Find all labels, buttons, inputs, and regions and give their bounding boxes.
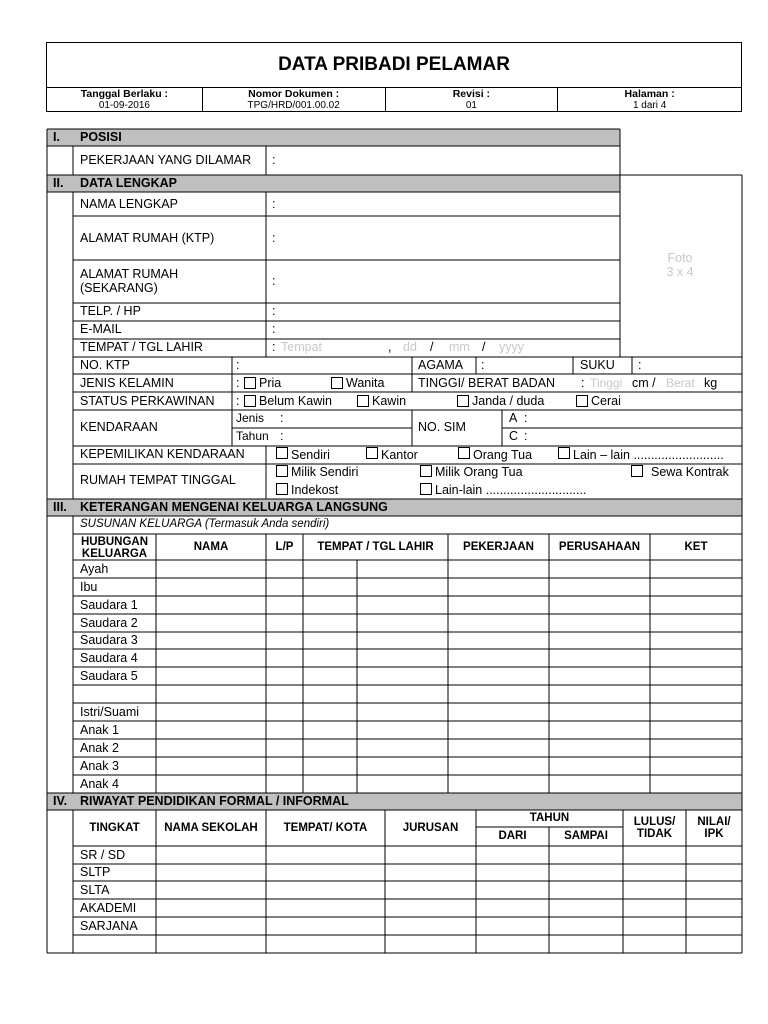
status-label: STATUS PERKAWINAN — [80, 394, 215, 408]
kantor-checkbox[interactable] — [366, 447, 378, 459]
nama-field[interactable]: : — [272, 197, 276, 211]
alamat-sekarang-label-1: ALAMAT RUMAH — [80, 267, 179, 281]
wanita-label: Wanita — [346, 376, 385, 390]
milik-orang-tua-checkbox[interactable] — [420, 465, 432, 477]
telp-label: TELP. / HP — [80, 304, 141, 318]
table-row: Istri/Suami — [80, 705, 140, 719]
ktp-field[interactable]: : — [236, 358, 240, 372]
alamat-sekarang-label-2: (SEKARANG) — [80, 281, 158, 295]
table-row: SR / SD — [80, 848, 126, 862]
lainlain-rumah-label: Lain-lain ............................. — [435, 483, 587, 497]
table-row: Saudara 3 — [80, 633, 138, 647]
tahun-field[interactable]: : — [280, 429, 284, 443]
janda-label: Janda / duda — [472, 394, 545, 408]
table-row: Saudara 1 — [80, 598, 138, 612]
jenis-field[interactable]: : — [280, 411, 284, 425]
col-nama: NAMA — [193, 541, 229, 553]
col-perusahaan: PERUSAHAAN — [558, 541, 641, 553]
table-row: SLTP — [80, 865, 111, 879]
col-tahun: TAHUN — [529, 812, 570, 824]
wanita-checkbox[interactable] — [331, 377, 343, 389]
tinggi-field[interactable]: Tinggi — [590, 376, 623, 390]
jenis-label: Jenis — [236, 411, 265, 425]
col-lp: L/P — [275, 541, 294, 553]
milik-sendiri-checkbox[interactable] — [276, 465, 288, 477]
kawin-checkbox[interactable] — [357, 395, 369, 407]
table-row: Anak 4 — [80, 777, 119, 791]
table-row: SARJANA — [80, 919, 138, 933]
no-sim-label: NO. SIM — [418, 420, 466, 434]
pria-label: Pria — [259, 376, 282, 390]
jenis-kelamin-colon: : — [236, 376, 240, 390]
email-label: E-MAIL — [80, 322, 122, 336]
lain-lain-kendaraan-label: Lain – lain .......................... — [573, 448, 724, 462]
table-row: Anak 1 — [80, 723, 119, 737]
indekost-checkbox[interactable] — [276, 483, 288, 495]
pekerjaan-field[interactable]: : — [272, 153, 276, 167]
ttl-colon: : — [272, 340, 276, 354]
janda-checkbox[interactable] — [457, 395, 469, 407]
milik-sendiri-label: Milik Sendiri — [291, 465, 359, 479]
col-nilai: NILAI/ IPK — [697, 816, 731, 840]
meta-nomor: Nomor Dokumen : TPG/HRD/001.00.02 — [203, 88, 386, 112]
agama-field[interactable]: : — [481, 358, 485, 372]
agama-label: AGAMA — [418, 358, 464, 372]
table-row: Anak 2 — [80, 741, 119, 755]
col-pekerjaan: PEKERJAAN — [463, 541, 534, 553]
col-sampai: SAMPAI — [564, 830, 608, 842]
tinggi-berat-label: TINGGI/ BERAT BADAN — [418, 376, 556, 390]
photo-label-2: 3 x 4 — [666, 265, 694, 279]
col-hubungan: HUBUNGAN KELUARGA — [80, 536, 149, 560]
rumah-label: RUMAH TEMPAT TINGGAL — [80, 473, 236, 487]
belum-kawin-checkbox[interactable] — [244, 395, 256, 407]
sendiri-label: Sendiri — [291, 448, 330, 462]
ttl-yyyy-field[interactable]: yyyy — [499, 340, 524, 354]
col-lulus: LULUS/ TIDAK — [633, 816, 676, 840]
suku-field[interactable]: : — [638, 358, 642, 372]
document-title: DATA PRIBADI PELAMAR — [47, 43, 741, 88]
ttl-mm-field[interactable]: mm — [449, 340, 470, 354]
alamat-ktp-field[interactable]: : — [272, 231, 276, 245]
col-sekolah: NAMA SEKOLAH — [164, 822, 258, 834]
meta-tanggal: Tanggal Berlaku : 01-09-2016 — [47, 88, 203, 112]
col-ttl: TEMPAT / TGL LAHIR — [317, 541, 434, 553]
tinggi-berat-colon: : — [581, 376, 585, 390]
meta-revisi: Revisi : 01 — [386, 88, 559, 112]
sim-c-label: C — [509, 429, 519, 443]
kg-label: kg — [704, 376, 718, 390]
table-row: Ibu — [80, 580, 98, 594]
sewa-checkbox[interactable] — [631, 465, 643, 477]
table-row: AKADEMI — [80, 901, 137, 915]
berat-field[interactable]: Berat — [666, 376, 695, 390]
cerai-checkbox[interactable] — [576, 395, 588, 407]
table-row: Saudara 5 — [80, 669, 138, 683]
ttl-comma: , — [388, 340, 392, 354]
ktp-label: NO. KTP — [80, 358, 131, 372]
sim-c-field[interactable]: : — [524, 429, 528, 443]
nama-label: NAMA LENGKAP — [80, 197, 178, 211]
section-1-number: I. — [53, 130, 60, 144]
indekost-label: Indekost — [291, 483, 339, 497]
col-dari: DARI — [498, 830, 527, 842]
table-row: SLTA — [80, 883, 110, 897]
kantor-label: Kantor — [381, 448, 418, 462]
lain-lain-kendaraan-checkbox[interactable] — [558, 447, 570, 459]
cm-label: cm / — [632, 376, 656, 390]
jenis-kelamin-label: JENIS KELAMIN — [80, 376, 174, 390]
telp-field[interactable]: : — [272, 304, 276, 318]
tahun-label: Tahun — [236, 429, 269, 443]
alamat-ktp-label: ALAMAT RUMAH (KTP) — [80, 231, 215, 245]
table-row: Anak 3 — [80, 759, 119, 773]
ttl-slash-1: / — [430, 340, 434, 354]
table-row: Ayah — [80, 562, 109, 576]
email-field[interactable]: : — [272, 322, 276, 336]
sim-a-label: A — [509, 411, 518, 425]
pekerjaan-label: PEKERJAAN YANG DILAMAR — [80, 153, 252, 167]
section-2-number: II. — [53, 176, 64, 190]
col-kota: TEMPAT/ KOTA — [283, 822, 368, 834]
section-2-title: DATA LENGKAP — [80, 176, 177, 190]
orang-tua-label: Orang Tua — [473, 448, 533, 462]
col-jurusan: JURUSAN — [402, 822, 459, 834]
section-4-number: IV. — [53, 794, 68, 808]
table-row: Saudara 4 — [80, 651, 138, 665]
ttl-label: TEMPAT / TGL LAHIR — [80, 340, 203, 354]
kepemilikan-label: KEPEMILIKAN KENDARAAN — [80, 447, 245, 461]
pria-checkbox[interactable] — [244, 377, 256, 389]
col-tingkat: TINGKAT — [89, 822, 140, 834]
keluarga-subtitle: SUSUNAN KELUARGA (Termasuk Anda sendiri) — [80, 518, 330, 530]
photo-label-1: Foto — [667, 251, 693, 265]
section-4-title: RIWAYAT PENDIDIKAN FORMAL / INFORMAL — [80, 794, 349, 808]
section-3-number: III. — [53, 500, 67, 514]
suku-label: SUKU — [580, 358, 615, 372]
ttl-dd-field[interactable]: dd — [403, 340, 417, 354]
ttl-tempat-field[interactable]: Tempat — [281, 340, 322, 354]
meta-halaman: Halaman : 1 dari 4 — [624, 88, 675, 111]
ttl-slash-2: / — [482, 340, 486, 354]
orang-tua-checkbox[interactable] — [458, 447, 470, 459]
milik-orang-tua-label: Milik Orang Tua — [435, 465, 523, 479]
alamat-sekarang-field[interactable]: : — [272, 274, 276, 288]
col-ket: KET — [684, 541, 708, 553]
kawin-label: Kawin — [372, 394, 407, 408]
sim-a-field[interactable]: : — [524, 411, 528, 425]
sendiri-checkbox[interactable] — [276, 447, 288, 459]
cerai-label: Cerai — [591, 394, 621, 408]
section-1-title: POSISI — [80, 130, 122, 144]
kendaraan-label: KENDARAAN — [80, 420, 158, 434]
lainlain-rumah-checkbox[interactable] — [420, 483, 432, 495]
section-3-title: KETERANGAN MENGENAI KELUARGA LANGSUNG — [80, 500, 388, 514]
table-row: Saudara 2 — [80, 616, 138, 630]
status-colon: : — [236, 394, 240, 408]
belum-kawin-label: Belum Kawin — [259, 394, 332, 408]
sewa-label: Sewa Kontrak — [651, 465, 729, 479]
